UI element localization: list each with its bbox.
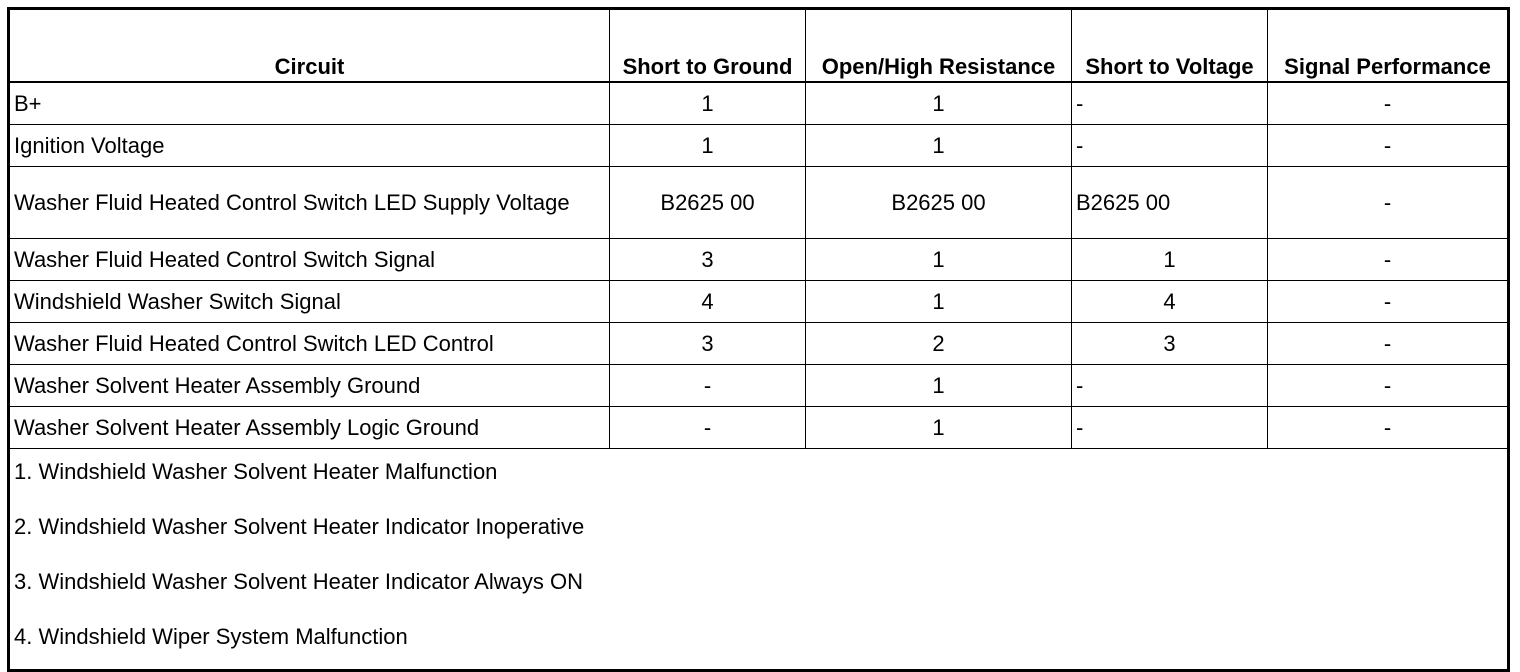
note-item: 1. Windshield Washer Solvent Heater Malfunction: [14, 459, 498, 484]
header-signal-performance: Signal Performance: [1268, 9, 1509, 83]
header-short-to-voltage: Short to Voltage: [1072, 9, 1268, 83]
short-to-ground-cell: 1: [610, 125, 806, 167]
short-to-ground-cell: 1: [610, 82, 806, 125]
open-high-resistance-cell: 1: [806, 82, 1072, 125]
table-row: [9, 82, 1509, 125]
short-to-voltage-cell: 1: [1072, 239, 1268, 281]
open-high-resistance-cell: 1: [806, 239, 1072, 281]
circuit-cell: Ignition Voltage: [9, 125, 610, 167]
open-high-resistance-cell: 2: [806, 323, 1072, 365]
table-row: [9, 125, 1509, 167]
circuit-cell: Washer Fluid Heated Control Switch Signal: [9, 239, 610, 281]
circuit-fault-table: [7, 7, 1510, 672]
short-to-voltage-cell: -: [1072, 365, 1268, 407]
short-to-voltage-cell: 3: [1072, 323, 1268, 365]
circuit-cell: Washer Fluid Heated Control Switch LED Supply Voltage: [9, 167, 610, 239]
circuit-cell: Washer Solvent Heater Assembly Logic Ground: [9, 407, 610, 449]
open-high-resistance-cell: 1: [806, 125, 1072, 167]
signal-performance-cell: -: [1268, 323, 1509, 365]
signal-performance-cell: -: [1268, 167, 1509, 239]
note-item: 3. Windshield Washer Solvent Heater Indicator Always ON: [14, 569, 583, 594]
circuit-cell: Windshield Washer Switch Signal: [9, 281, 610, 323]
signal-performance-cell: -: [1268, 365, 1509, 407]
header-row: [9, 9, 1509, 83]
signal-performance-cell: -: [1268, 281, 1509, 323]
table-row: [9, 167, 1509, 239]
signal-performance-cell: -: [1268, 239, 1509, 281]
short-to-ground-cell: -: [610, 365, 806, 407]
short-to-voltage-cell: -: [1072, 407, 1268, 449]
open-high-resistance-cell: 1: [806, 365, 1072, 407]
note-item: 4. Windshield Wiper System Malfunction: [14, 624, 408, 649]
header-short-to-ground: Short to Ground: [610, 9, 806, 83]
short-to-voltage-cell: 4: [1072, 281, 1268, 323]
circuit-cell: Washer Solvent Heater Assembly Ground: [9, 365, 610, 407]
open-high-resistance-cell: B2625 00: [806, 167, 1072, 239]
short-to-ground-cell: 4: [610, 281, 806, 323]
circuit-cell: Washer Fluid Heated Control Switch LED Control: [9, 323, 610, 365]
short-to-ground-cell: -: [610, 407, 806, 449]
short-to-voltage-cell: -: [1072, 125, 1268, 167]
table-row: [9, 407, 1509, 449]
open-high-resistance-cell: 1: [806, 407, 1072, 449]
notes-row: [9, 449, 1509, 671]
short-to-ground-cell: B2625 00: [610, 167, 806, 239]
table-row: [9, 365, 1509, 407]
table-row: [9, 323, 1509, 365]
header-open-high-resistance: Open/High Resistance: [806, 9, 1072, 83]
short-to-voltage-cell: B2625 00: [1072, 167, 1268, 239]
open-high-resistance-cell: 1: [806, 281, 1072, 323]
signal-performance-cell: -: [1268, 407, 1509, 449]
short-to-voltage-cell: -: [1072, 82, 1268, 125]
table-row: [9, 281, 1509, 323]
short-to-ground-cell: 3: [610, 323, 806, 365]
signal-performance-cell: -: [1268, 125, 1509, 167]
circuit-cell: B+: [9, 82, 610, 125]
notes-cell: [9, 449, 1509, 671]
signal-performance-cell: -: [1268, 82, 1509, 125]
note-item: 2. Windshield Washer Solvent Heater Indicator Inoperative: [14, 514, 585, 539]
table-row: [9, 239, 1509, 281]
header-circuit: Circuit: [9, 9, 610, 83]
short-to-ground-cell: 3: [610, 239, 806, 281]
